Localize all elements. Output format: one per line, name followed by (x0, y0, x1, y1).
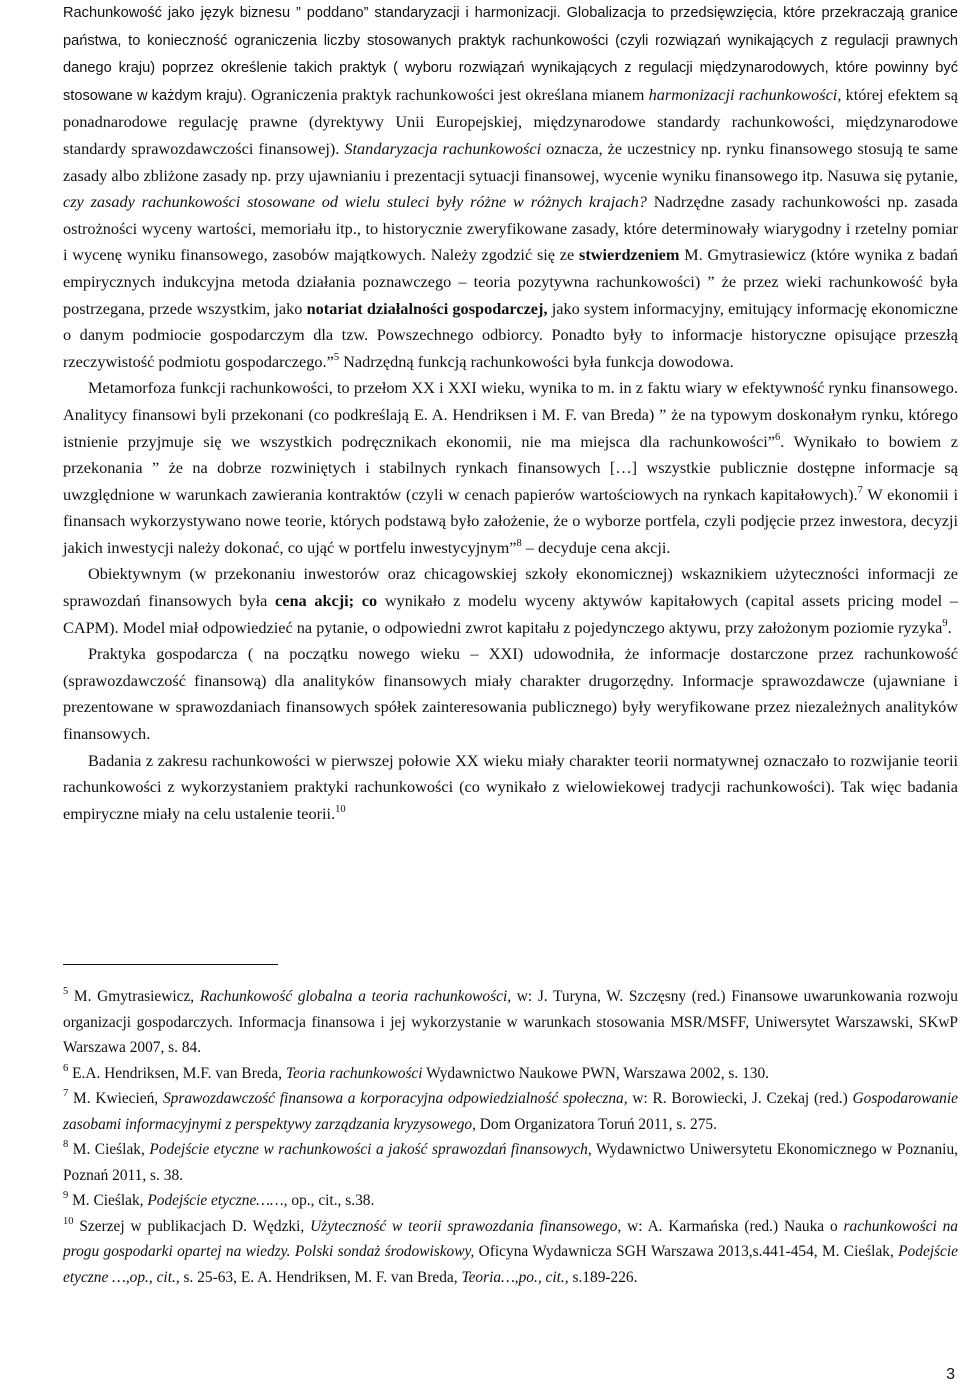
footnote-ref-6[interactable]: 6 (774, 431, 781, 443)
text-span: w: A. Karmańska (red.) Nauka o (621, 1217, 844, 1235)
italic-question: czy zasady rachunkowości stosowane od wielu stuleci były różne w różnych krajach? (63, 192, 647, 212)
footnote-ref-9[interactable]: 9 (942, 617, 948, 629)
italic-title: Sprawozdawczość finansowa a korporacyjna odpowiedzialność społeczna, (162, 1090, 628, 1107)
footnote-5 (63, 984, 958, 1061)
italic-title: Rachunkowość globalna a teoria rachunkowości, (199, 988, 512, 1005)
text-span: – decyduje cena akcji. (521, 537, 671, 557)
bold-term: stwierdzeniem (579, 245, 680, 265)
footnote-8 (63, 1137, 958, 1188)
text-span: . (947, 617, 952, 637)
italic-title: Gospodarowanie zasobami informacyjnymi z perspektywy zarządzania kryzysowego, (63, 1090, 958, 1133)
italic-title: Podejście etyczne……, (147, 1192, 288, 1209)
text-span: M. Gmytrasiewicz, (68, 988, 200, 1005)
text-span: Ograniczenia praktyk rachunkowości jest określana mianem (246, 84, 649, 104)
text-span: w: J. Turyna, W. Szczęsny (red.) Finansowe uwarunkowania rozwoju organizacji gospodarczych. Informacja finansowa i jej wykorzystanie w warunkach stosowania MSR/MSFF, Uniwersytet Warszawski, SKwP Warszawa 2007, s. 84. (63, 988, 958, 1056)
footnote-number: 8 (63, 1139, 69, 1150)
italic-title: rachunkowości na progu gospodarki opartej na wiedzy. Polski sondaż środowiskowy, (63, 1217, 958, 1260)
text-span: Nadrzędną funkcją rachunkowości była funkcja dowodowa. (339, 351, 734, 371)
text-span: s. 25-63, E. A. Hendriksen, M. F. van Breda, (179, 1268, 462, 1286)
text-span: wynikało z modelu wyceny aktywów kapitałowych (capital assets pricing model – CAPM). Model miał odpowiedzieć na pytanie, o odpowiedni zwrot kapitału z pojedynczego aktywu, przy założonym poziomie ryzyka (63, 591, 958, 637)
text-span: s.189-226. (568, 1268, 638, 1286)
footnote-number: 9 (63, 1190, 69, 1201)
bold-term: cena akcji; co (275, 591, 378, 611)
italic-term: harmonizacji rachunkowości, (648, 84, 842, 104)
text-span: . Wynikało to bowiem z przekonania ” że na dobrze rozwiniętych i stabilnych rynkach finansowych […] wszystkie publicznie dostępne informacje są uwzględnione w warunkach zawierania kontraktów (czyli w cenach papierów wartościowych na rynkach kapitałowych). (63, 431, 958, 504)
text-span: jako system informacyjny, emitujący informację ekonomiczne o danym podmiocie gospodarczym dla tzw. Powszechnego odbiorcy. Ponadto były to informacje historyczne opisujące przeszłą rzeczywistość podmiotu gospodarczego.” (63, 298, 958, 371)
text-span: Nadrzędne zasady rachunkowości np. zasada ostrożności wyceny wartości, memoriału itp., to historycznie zweryfikowane zasady, które determinowały wiarygodny i rzetelny pomiar i wycenę wyniku finansowego, zasobów majątkowych. Należy zgodzić się ze (63, 192, 959, 265)
page-number: 3 (946, 1366, 955, 1383)
footnote-separator (63, 964, 278, 965)
text-span: oznacza, że uczestnicy np. rynku finansowego stosują te same zasady albo zbliżone zasady np. przy ujawnianiu i prezentacji sytuacji finansowej, wycenie wyniku finansowego itp. Nasuwa się pytanie, (63, 138, 958, 185)
paragraph-2 (63, 375, 958, 561)
footnotes-section (63, 984, 958, 1290)
footnote-number: 5 (63, 986, 69, 997)
footnote-7 (63, 1086, 958, 1137)
italic-term: Standaryzacja rachunkowości (344, 138, 542, 158)
italic-title: Podejście etyczne …,op., cit., (63, 1243, 958, 1286)
italic-title: Teoria rachunkowości (285, 1064, 423, 1082)
footnote-10 (63, 1214, 958, 1291)
text-span: Metamorfoza funkcji rachunkowości, to przełom XX i XXI wieku, wynika to m. in z faktu wiary w efektywność rynku finansowego. Analitycy finansowi byli przekonani (co podkreślają E. A. Hendriksen i M. F. van Breda) ” że na typowym doskonałym rynku, którego istnienie przyjmuje się we wszystkich podręcznikach ekonomii, nie ma miejsca dla rachunkowości” (63, 378, 958, 451)
paragraph-3 (63, 561, 958, 641)
italic-title: Podejście etyczne w rachunkowości a jakość sprawozdań finansowych, (149, 1141, 592, 1158)
text-span: Wydawnictwo Naukowe PWN, Warszawa 2002, s. 130. (422, 1064, 770, 1082)
italic-title: Teoria…,po., cit., (461, 1268, 569, 1286)
text-span: której efektem są ponadnarodowe regulację prawne (dyrektywy Unii Europejskiej, międzynarodowe standardy rachunkowości, międzynarodowe standardy sprawozdawczości finansowej). (63, 84, 958, 158)
paragraph-1-sans-part: Rachunkowość jako język biznesu ” poddano” standaryzacji i harmonizacji. Globalizacja to przedsięwzięcia, które przekraczają granice państwa, to konieczność ograniczenia liczby stosowanych praktyk rachunkowości (czyli rozwiązań wynikających z regulacji prawnych danego kraju) poprzez określenie takich praktyk ( wyboru rozwiązań wynikających z regulacji międzynarodowych, które powinny być stosowane w każdym kraju). (63, 5, 958, 104)
text-span: M. Gmytrasiewicz (które wynika z badań empirycznych indukcyjna metoda działania poznawczego – teoria pozytywna rachunkowości) ” że przez wieki rachunkowość była postrzegana, przede wszystkim, jako (63, 245, 958, 318)
footnote-ref-7[interactable]: 7 (857, 484, 863, 496)
text-span: Szerzej w publikacjach D. Wędzki, (73, 1217, 311, 1235)
text-span: Badania z zakresu rachunkowości w pierwszej połowie XX wieku miały charakter teorii normatywnej oznaczało to rozwijanie teorii rachunkowości z wykorzystaniem praktyki rachunkowości (co wynikało z wielowiekowej tradycji rachunkowości). Tak więc badania empiryczne miały na celu ustalenie teorii. (63, 750, 958, 823)
main-text (63, 0, 958, 827)
footnote-6 (63, 1061, 958, 1087)
footnote-number: 6 (63, 1062, 69, 1074)
footnote-9 (63, 1188, 958, 1214)
document-page (63, 0, 959, 1286)
footnote-number: 7 (63, 1088, 69, 1099)
paragraph-5 (63, 748, 958, 828)
text-span: Obiektywnym (w przekonaniu inwestorów oraz chicagowskiej szkoły ekonomicznej) wskaznikiem użyteczności informacji ze sprawozdań finansowych była (63, 564, 958, 611)
text-span: w: R. Borowiecki, J. Czekaj (red.) (627, 1090, 853, 1107)
text-span: Oficyna Wydawnicza SGH Warszawa 2013,s.441-454, M. Cieślak, (474, 1243, 899, 1260)
text-span: M. Kwiecień, (68, 1090, 163, 1107)
text-span: Wydawnictwo Uniwersytetu Ekonomicznego w Poznaniu, Poznań 2011, s. 38. (63, 1141, 958, 1184)
text-span: op., cit., s.38. (287, 1192, 375, 1209)
footnote-ref-8[interactable]: 8 (516, 537, 522, 549)
footnote-number: 10 (63, 1215, 74, 1227)
paragraph-4: Praktyka gospodarcza ( na początku nowego wieku – XXI) udowodniła, że informacje dostarczone przez rachunkowość (sprawozdawczość finansową) dla analityków finansowych miały charakter drugorzędny. Informacje sprawozdawcze (ujawniane i prezentowane w sprawozdaniach finansowych spółek zainteresowania publicznego) były weryfikowane przez niezależnych analityków finansowych. (63, 644, 958, 744)
text-span: M. Cieślak, (68, 1192, 148, 1209)
text-span: E.A. Hendriksen, M.F. van Breda, (68, 1064, 286, 1082)
bold-term: notariat działalności gospodarczej, (306, 298, 548, 318)
text-span: M. Cieślak, (68, 1141, 150, 1158)
paragraph-1 (63, 0, 958, 375)
footnote-ref-5[interactable]: 5 (333, 351, 340, 363)
text-span: Dom Organizatora Toruń 2011, s. 275. (475, 1115, 717, 1133)
text-span: W ekonomii i finansach wykorzystywano nowe teorie, których podstawą było założenie, że o wyborze portfela, czyli podjęcie przez inwestora, decyzji jakich inwestycji należy dokonać, co ująć w portfelu inwestycyjnym” (63, 484, 958, 557)
footnote-ref-10[interactable]: 10 (335, 803, 346, 815)
italic-title: Użyteczność w teorii sprawozdania finansowego, (310, 1217, 622, 1235)
